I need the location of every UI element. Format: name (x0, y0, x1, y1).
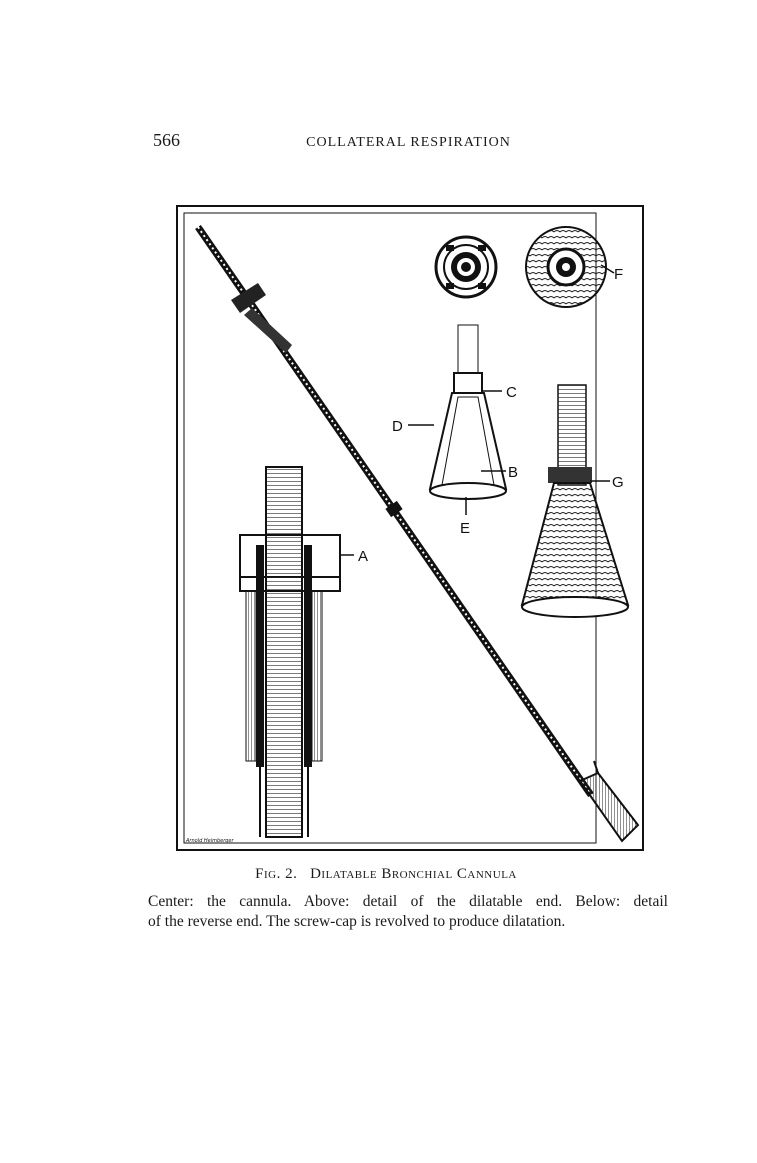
figure-illustration (176, 205, 644, 851)
figure-number: Fig. 2. (255, 866, 298, 882)
cannula-flared-end (580, 773, 638, 841)
dilatable-end-detail (430, 325, 506, 499)
label-g: G (612, 474, 624, 491)
figure-caption-title (0, 866, 757, 883)
page-number: 566 (153, 130, 180, 150)
end-view-large (526, 227, 606, 307)
section-detail-a (240, 467, 340, 837)
end-view-small (436, 237, 496, 297)
label-a: A (358, 548, 369, 565)
figure-caption-body (148, 892, 668, 932)
label-b: B (508, 464, 519, 481)
running-head: COLLATERAL RESPIRATION (306, 135, 511, 150)
figure-title: Dilatable Bronchial Cannula (310, 866, 517, 882)
label-c: C (506, 384, 517, 401)
label-e: E (460, 520, 471, 537)
caption-line-1: Center: the cannula. Above: detail of the dilatable end. Below: detail (148, 893, 668, 910)
artist-signature: Arnold Heimberger (186, 838, 234, 844)
label-f: F (614, 266, 624, 283)
label-d: D (392, 418, 403, 435)
caption-line-2: of the reverse end. The screw-cap is revolved to produce dilatation. (148, 913, 566, 930)
reverse-end-detail (522, 385, 628, 617)
